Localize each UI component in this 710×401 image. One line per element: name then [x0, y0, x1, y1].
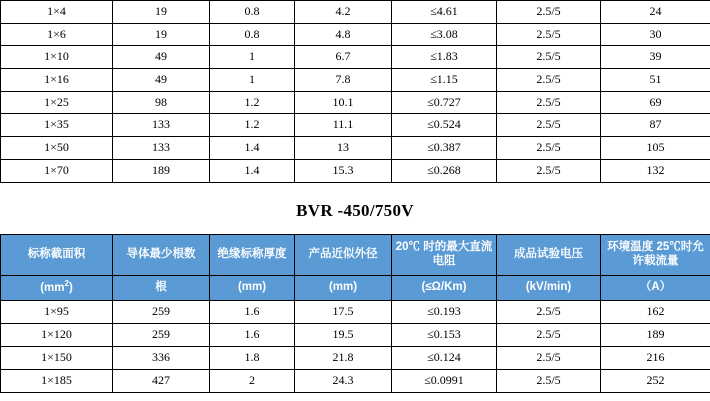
cell-test-voltage: 2.5/5	[497, 91, 601, 114]
unit-close-paren: )	[68, 282, 73, 295]
table-row	[1, 369, 710, 392]
header-outer-diameter: 产品近似外径	[295, 234, 392, 275]
cell-insulation-thickness: 1.4	[210, 137, 295, 160]
cell-insulation-thickness: 1.8	[210, 346, 295, 369]
cell-dc-resistance: ≤0.193	[392, 300, 497, 323]
unit-section-area	[1, 275, 113, 300]
header-section-area: 标称截面积	[1, 234, 113, 275]
cell-strand-count: 259	[113, 323, 210, 346]
cell-section-area: 1×35	[1, 114, 113, 137]
cell-test-voltage: 2.5/5	[497, 300, 601, 323]
table-row	[1, 46, 710, 69]
section-title: BVR -450/750V	[296, 200, 414, 220]
cell-current-capacity: 132	[601, 159, 710, 182]
header-test-voltage: 成品试验电压	[497, 234, 601, 275]
cell-test-voltage: 2.5/5	[497, 137, 601, 160]
cell-dc-resistance: ≤0.524	[392, 114, 497, 137]
header-current-capacity: 环境温度 25℃时允许载流量	[601, 234, 710, 275]
table-row	[1, 1, 710, 24]
cell-section-area: 1×25	[1, 91, 113, 114]
cell-outer-diameter: 21.8	[295, 346, 392, 369]
cell-current-capacity: 216	[601, 346, 710, 369]
table-row	[1, 300, 710, 323]
table-header-row	[1, 234, 710, 275]
cell-insulation-thickness: 1.4	[210, 159, 295, 182]
cell-outer-diameter: 13	[295, 137, 392, 160]
table-row	[1, 23, 710, 46]
cell-outer-diameter: 10.1	[295, 91, 392, 114]
cell-current-capacity: 252	[601, 369, 710, 392]
cell-strand-count: 189	[113, 159, 210, 182]
cell-current-capacity: 69	[601, 91, 710, 114]
cell-dc-resistance: ≤0.727	[392, 91, 497, 114]
continuation-spec-table	[0, 0, 710, 183]
unit-insulation-thickness: (mm)	[210, 275, 295, 300]
cell-test-voltage: 2.5/5	[497, 346, 601, 369]
cell-insulation-thickness: 1.6	[210, 323, 295, 346]
table-row	[1, 323, 710, 346]
cell-dc-resistance: ≤0.0991	[392, 369, 497, 392]
cell-strand-count: 49	[113, 69, 210, 92]
cell-current-capacity: 189	[601, 323, 710, 346]
cell-dc-resistance: ≤1.15	[392, 69, 497, 92]
table-unit-row	[1, 275, 710, 300]
cell-outer-diameter: 4.2	[295, 1, 392, 24]
cell-section-area: 1×6	[1, 23, 113, 46]
bvr-table-body	[1, 234, 710, 392]
cell-section-area: 1×16	[1, 69, 113, 92]
cell-strand-count: 19	[113, 1, 210, 24]
cell-insulation-thickness: 1	[210, 46, 295, 69]
continuation-table-body	[1, 1, 710, 183]
unit-current-capacity: （A）	[601, 275, 710, 300]
cell-outer-diameter: 4.8	[295, 23, 392, 46]
cell-strand-count: 133	[113, 137, 210, 160]
cell-test-voltage: 2.5/5	[497, 369, 601, 392]
cell-dc-resistance: ≤4.61	[392, 1, 497, 24]
cell-insulation-thickness: 1.6	[210, 300, 295, 323]
cell-section-area: 1×70	[1, 159, 113, 182]
cell-test-voltage: 2.5/5	[497, 114, 601, 137]
cell-insulation-thickness: 1	[210, 69, 295, 92]
unit-strand-count: 根	[113, 275, 210, 300]
cell-current-capacity: 30	[601, 23, 710, 46]
cell-strand-count: 49	[113, 46, 210, 69]
unit-superscript: 2	[64, 279, 69, 289]
cell-current-capacity: 105	[601, 137, 710, 160]
cell-insulation-thickness: 1.2	[210, 114, 295, 137]
cell-outer-diameter: 6.7	[295, 46, 392, 69]
cell-test-voltage: 2.5/5	[497, 323, 601, 346]
cell-dc-resistance: ≤0.387	[392, 137, 497, 160]
table-row	[1, 91, 710, 114]
cell-current-capacity: 87	[601, 114, 710, 137]
table-row	[1, 69, 710, 92]
header-strand-count: 导体最少根数	[113, 234, 210, 275]
cell-dc-resistance: ≤0.153	[392, 323, 497, 346]
cell-insulation-thickness: 0.8	[210, 1, 295, 24]
cell-test-voltage: 2.5/5	[497, 1, 601, 24]
header-insulation-thickness: 绝缘标称厚度	[210, 234, 295, 275]
cell-current-capacity: 24	[601, 1, 710, 24]
cell-strand-count: 133	[113, 114, 210, 137]
cell-outer-diameter: 15.3	[295, 159, 392, 182]
cell-strand-count: 259	[113, 300, 210, 323]
table-row	[1, 137, 710, 160]
cell-outer-diameter: 11.1	[295, 114, 392, 137]
cell-section-area: 1×120	[1, 323, 113, 346]
cell-outer-diameter: 19.5	[295, 323, 392, 346]
cell-insulation-thickness: 1.2	[210, 91, 295, 114]
cell-section-area: 1×95	[1, 300, 113, 323]
cell-dc-resistance: ≤1.83	[392, 46, 497, 69]
unit-dc-resistance: (≤Ω/Km)	[392, 275, 497, 300]
cell-dc-resistance: ≤0.124	[392, 346, 497, 369]
table-row	[1, 114, 710, 137]
table-row	[1, 159, 710, 182]
cell-dc-resistance: ≤3.08	[392, 23, 497, 46]
cell-current-capacity: 162	[601, 300, 710, 323]
cell-insulation-thickness: 0.8	[210, 23, 295, 46]
cell-test-voltage: 2.5/5	[497, 23, 601, 46]
unit-section-area-text: (mm	[40, 282, 65, 295]
cell-current-capacity: 39	[601, 46, 710, 69]
cell-test-voltage: 2.5/5	[497, 46, 601, 69]
cell-section-area: 1×185	[1, 369, 113, 392]
cell-insulation-thickness: 2	[210, 369, 295, 392]
cell-section-area: 1×4	[1, 1, 113, 24]
cell-outer-diameter: 7.8	[295, 69, 392, 92]
cell-test-voltage: 2.5/5	[497, 159, 601, 182]
cell-test-voltage: 2.5/5	[497, 69, 601, 92]
cell-strand-count: 427	[113, 369, 210, 392]
cell-outer-diameter: 17.5	[295, 300, 392, 323]
cell-dc-resistance: ≤0.268	[392, 159, 497, 182]
bvr-spec-table	[0, 234, 710, 393]
cell-section-area: 1×50	[1, 137, 113, 160]
table-row	[1, 346, 710, 369]
cell-section-area: 1×10	[1, 46, 113, 69]
cell-strand-count: 98	[113, 91, 210, 114]
cell-strand-count: 336	[113, 346, 210, 369]
header-dc-resistance: 20℃ 时的最大直流电阻	[392, 234, 497, 275]
unit-outer-diameter: (mm)	[295, 275, 392, 300]
cell-strand-count: 19	[113, 23, 210, 46]
cell-outer-diameter: 24.3	[295, 369, 392, 392]
cell-section-area: 1×150	[1, 346, 113, 369]
unit-test-voltage: (kV/min)	[497, 275, 601, 300]
cell-current-capacity: 51	[601, 69, 710, 92]
